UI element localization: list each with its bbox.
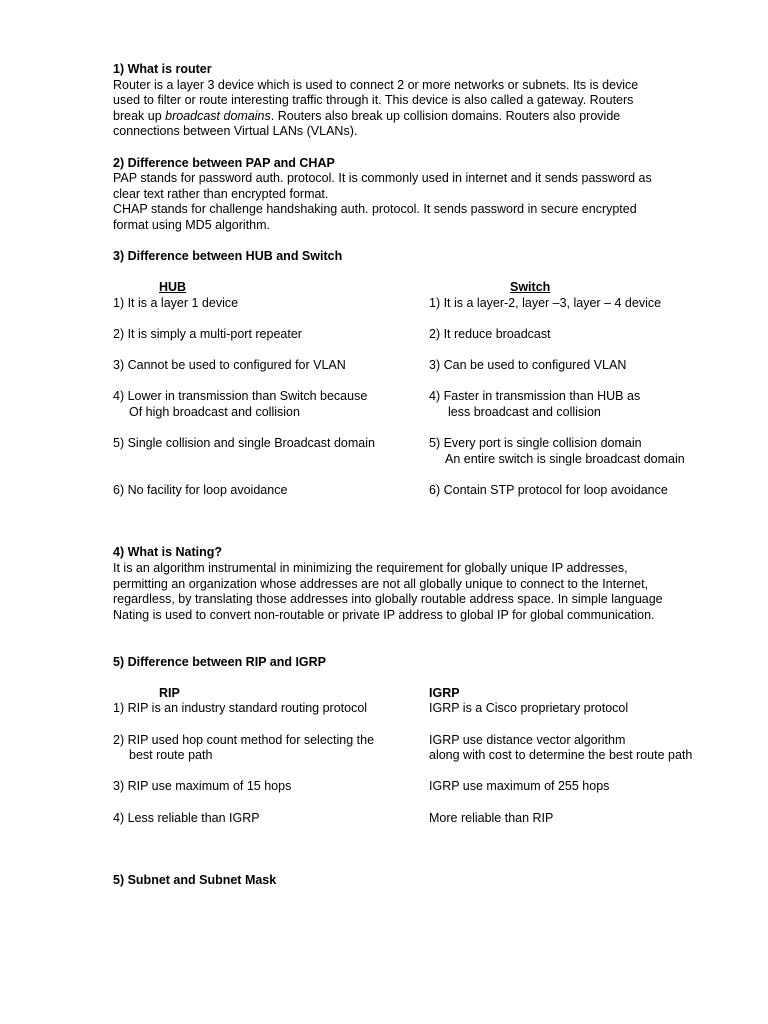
rip-point: 3) RIP use maximum of 15 hops [113,779,292,794]
hub-point: 5) Single collision and single Broadcast domain [113,436,375,451]
comparison-row [113,779,738,795]
section-1-text: used to filter or route interesting traffic through it. This device is also called a gateway. Routers [113,93,634,108]
igrp-point: IGRP is a Cisco proprietary protocol [429,701,629,716]
comparison-row [113,483,738,499]
hub-point: 1) It is a layer 1 device [113,295,239,310]
section-2-heading: 2) Difference between PAP and CHAP [113,155,335,170]
rip-point: 1) RIP is an industry standard routing protocol [113,701,368,716]
rip-point: 4) Less reliable than IGRP [113,810,260,825]
switch-point: 4) Faster in transmission than HUB as less broadcast and collision [429,389,641,420]
hub-column-title: HUB [159,280,187,295]
section-3-heading: 3) Difference between HUB and Switch [113,249,343,264]
section-4-text: permitting an organization whose addresses are not all globally unique to connect to the Internet, [113,576,649,591]
section-1-text: break up broadcast domains. Routers also break up collision domains. Routers also provide [113,108,621,123]
section-4-heading: 4) What is Nating? [113,545,223,560]
document-page [113,62,738,888]
emphasis-text: broadcast domains [165,108,271,123]
rip-point: 2) RIP used hop count method for selecting the best route path [113,732,375,763]
comparison-row [113,296,738,312]
comparison-row [113,811,738,827]
section-2-text: format using MD5 algorithm. [113,217,271,232]
rip-column-title: RIP [159,685,180,700]
section-2-text: clear text rather than encrypted format. [113,186,329,201]
switch-point: 6) Contain STP protocol for loop avoidance [429,483,668,498]
hub-point: 6) No facility for loop avoidance [113,483,288,498]
switch-column-title: Switch [510,280,551,295]
section-2-text: CHAP stands for challenge handshaking auth. protocol. It sends password in secure encrypted [113,202,637,217]
section-5-heading: 5) Difference between RIP and IGRP [113,654,327,669]
section-2-text: PAP stands for password auth. protocol. It is commonly used in internet and it sends password as [113,171,652,186]
igrp-point: IGRP use distance vector algorithm along with cost to determine the best route path [429,732,693,763]
section-1-text: Router is a layer 3 device which is used to connect 2 or more networks or subnets. Its is device [113,77,639,92]
comparison-row [113,358,738,374]
comparison-row [113,389,738,420]
comparison-header [113,686,738,702]
switch-point: 2) It reduce broadcast [429,327,551,342]
switch-point: 5) Every port is single collision domain An entire switch is single broadcast domain [429,436,685,466]
section-4-text: regardless, by translating those addresses into globally routable address space. In simple language [113,592,663,607]
section-1-text: connections between Virtual LANs (VLANs). [113,124,358,139]
comparison-row [113,436,738,467]
switch-point: 3) Can be used to configured VLAN [429,358,627,373]
hub-point: 4) Lower in transmission than Switch because Of high broadcast and collision [113,389,368,420]
switch-point: 1) It is a layer-2, layer –3, layer – 4 device [429,295,662,310]
section-4-text: It is an algorithm instrumental in minimizing the requirement for globally unique IP addresses, [113,561,628,575]
comparison-header [113,280,738,296]
hub-point: 3) Cannot be used to configured for VLAN [113,358,346,373]
section-6-heading: 5) Subnet and Subnet Mask [113,872,277,887]
section-1-heading: 1) What is router [113,62,212,76]
igrp-column-title: IGRP [429,685,460,700]
igrp-point: IGRP use maximum of 255 hops [429,779,610,794]
comparison-row [113,733,738,764]
igrp-point: More reliable than RIP [429,810,554,825]
section-4-text: Nating is used to convert non-routable or private IP address to global IP for global communication. [113,607,655,622]
comparison-row [113,327,738,343]
hub-point: 2) It is simply a multi-port repeater [113,327,302,342]
comparison-row [113,701,738,717]
